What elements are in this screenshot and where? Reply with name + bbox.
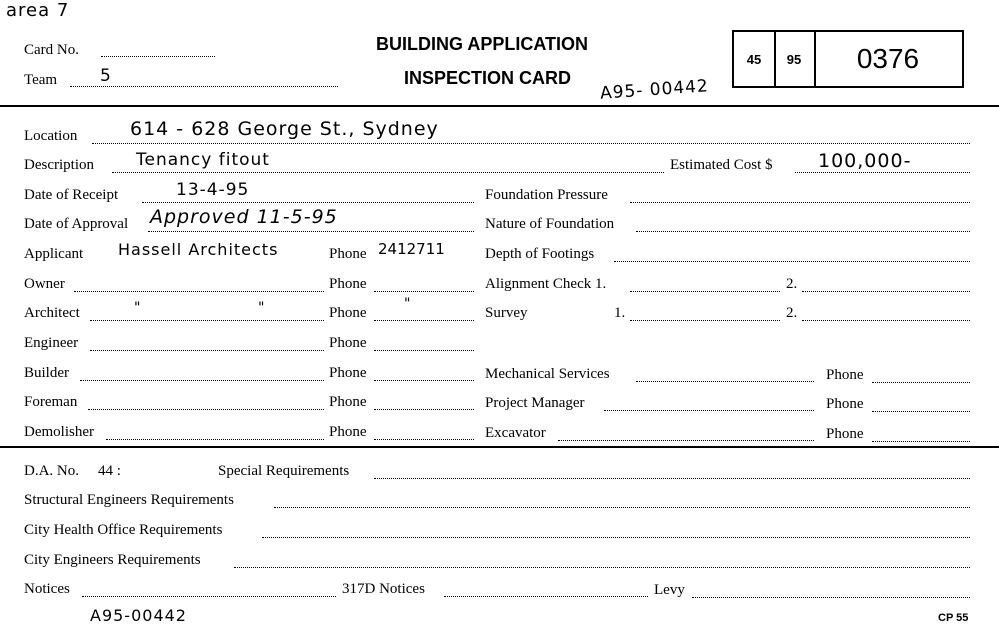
health-requirements-field[interactable]	[262, 537, 970, 538]
nature-foundation-field[interactable]	[636, 231, 970, 232]
description-label: Description	[24, 157, 94, 173]
form-code: CP 55	[938, 612, 969, 624]
demolisher-label: Demolisher	[24, 424, 94, 440]
da-no-label: D.A. No.	[24, 463, 79, 479]
builder-phone-field[interactable]	[374, 380, 474, 381]
date-receipt-field[interactable]	[142, 202, 474, 203]
location-field[interactable]	[92, 143, 970, 144]
date-approval-label: Date of Approval	[24, 216, 129, 232]
foreman-phone-label: Phone	[329, 394, 367, 410]
project-manager-phone-label: Phone	[826, 396, 864, 412]
date-receipt-value: 13-4-95	[176, 180, 250, 200]
architect-ditto-1: "	[134, 300, 142, 316]
form-title-line2: INSPECTION CARD	[404, 68, 572, 88]
special-requirements-label: Special Requirements	[218, 463, 350, 479]
project-manager-field[interactable]	[604, 410, 814, 411]
mechanical-phone-field[interactable]	[872, 382, 970, 383]
foreman-phone-field[interactable]	[374, 409, 474, 410]
alignment-check-1-field[interactable]	[630, 291, 780, 292]
city-engineers-field[interactable]	[234, 567, 970, 568]
excavator-label: Excavator	[485, 425, 546, 441]
builder-phone-label: Phone	[329, 365, 367, 381]
location-value: 614 - 628 George St., Sydney	[130, 118, 439, 140]
area-note: area 7	[6, 0, 70, 21]
notices-label: Notices	[24, 581, 70, 597]
excavator-field[interactable]	[558, 440, 814, 441]
depth-footings-field[interactable]	[614, 261, 970, 262]
estimated-cost-label: Estimated Cost $	[670, 157, 773, 173]
date-approval-field[interactable]	[148, 231, 474, 232]
ref-cell-1: 45	[734, 32, 776, 86]
team-field[interactable]	[70, 86, 338, 87]
mechanical-label: Mechanical Services	[485, 366, 610, 382]
demolisher-field[interactable]	[106, 439, 324, 440]
survey-1-field[interactable]	[630, 320, 780, 321]
estimated-cost-value: 100,000-	[818, 150, 912, 172]
applicant-phone-label: Phone	[329, 246, 367, 262]
city-engineers-label: City Engineers Requirements	[24, 552, 201, 568]
architect-phone-field[interactable]	[374, 320, 474, 321]
footer-handwritten-ref: A95-00442	[90, 606, 187, 625]
survey-2-field[interactable]	[802, 320, 970, 321]
excavator-phone-field[interactable]	[872, 441, 970, 442]
applicant-phone-value: 2412711	[378, 240, 445, 258]
levy-label: Levy	[654, 582, 685, 598]
foundation-pressure-field[interactable]	[630, 202, 970, 203]
divider-top	[0, 105, 999, 107]
foreman-label: Foreman	[24, 394, 78, 410]
health-requirements-label: City Health Office Requirements	[24, 522, 223, 538]
card-no-field[interactable]	[101, 56, 215, 57]
owner-field[interactable]	[74, 291, 324, 292]
team-label: Team	[24, 72, 58, 88]
mechanical-field[interactable]	[636, 381, 814, 382]
ref-cell-2: 95	[774, 32, 816, 86]
card-no-label: Card No.	[24, 42, 79, 58]
project-manager-label: Project Manager	[485, 395, 585, 411]
demolisher-phone-label: Phone	[329, 424, 367, 440]
project-manager-phone-field[interactable]	[872, 411, 970, 412]
applicant-value: Hassell Architects	[118, 240, 279, 259]
divider-middle	[0, 446, 999, 448]
structural-requirements-field[interactable]	[274, 507, 970, 508]
da-no-value: 44 :	[98, 463, 121, 479]
survey-2-label: 2.	[786, 305, 798, 321]
survey-1-label: 1.	[614, 305, 626, 321]
owner-phone-label: Phone	[329, 276, 367, 292]
team-value: 5	[100, 66, 112, 86]
architect-phone-ditto: "	[404, 296, 412, 312]
builder-label: Builder	[24, 365, 69, 381]
survey-label: Survey	[485, 305, 528, 321]
handwritten-ref: A95- 00442	[599, 76, 710, 104]
engineer-label: Engineer	[24, 335, 79, 351]
owner-phone-field[interactable]	[374, 291, 474, 292]
foundation-pressure-label: Foundation Pressure	[485, 187, 608, 203]
alignment-check-2-field[interactable]	[802, 291, 970, 292]
structural-requirements-label: Structural Engineers Requirements	[24, 492, 234, 508]
foreman-field[interactable]	[88, 409, 324, 410]
applicant-label: Applicant	[24, 246, 84, 262]
architect-ditto-2: "	[258, 300, 266, 316]
levy-field[interactable]	[692, 597, 970, 598]
excavator-phone-label: Phone	[826, 426, 864, 442]
description-value: Tenancy fitout	[136, 150, 270, 170]
reference-number-box	[732, 30, 964, 88]
architect-phone-label: Phone	[329, 305, 367, 321]
architect-label: Architect	[24, 305, 80, 321]
date-receipt-label: Date of Receipt	[24, 187, 119, 203]
special-requirements-field[interactable]	[374, 478, 970, 479]
location-label: Location	[24, 128, 78, 144]
ref-number: 0376	[856, 43, 920, 74]
owner-label: Owner	[24, 276, 65, 292]
builder-field[interactable]	[80, 380, 324, 381]
nature-foundation-label: Nature of Foundation	[485, 216, 615, 232]
estimated-cost-field[interactable]	[795, 172, 970, 173]
demolisher-phone-field[interactable]	[374, 439, 474, 440]
engineer-field[interactable]	[90, 350, 324, 351]
depth-footings-label: Depth of Footings	[485, 246, 595, 262]
mechanical-phone-label: Phone	[826, 367, 864, 383]
notices-317d-field[interactable]	[444, 596, 648, 597]
notices-field[interactable]	[82, 596, 336, 597]
description-field[interactable]	[112, 172, 664, 173]
architect-field[interactable]	[90, 320, 324, 321]
date-approval-value: Approved 11-5-95	[150, 206, 338, 228]
engineer-phone-label: Phone	[329, 335, 367, 351]
engineer-phone-field[interactable]	[374, 350, 474, 351]
alignment-check-2-label: 2.	[786, 276, 798, 292]
notices-317d-label: 317D Notices	[342, 581, 425, 597]
form-title-line1: BUILDING APPLICATION	[376, 34, 588, 54]
alignment-check-label: Alignment Check 1.	[485, 276, 607, 292]
